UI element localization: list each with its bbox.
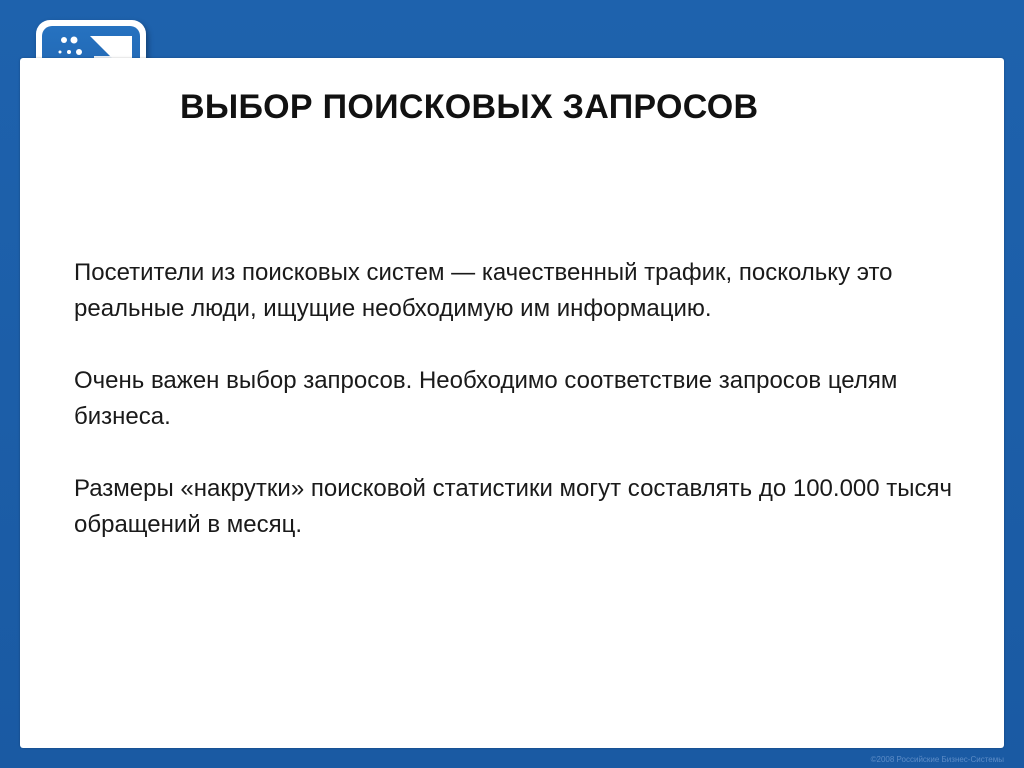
paragraph: Очень важен выбор запросов. Необходимо соответствие запросов целям бизнеса.: [74, 367, 898, 430]
slide-title: ВЫБОР ПОИСКОВЫХ ЗАПРОСОВ: [180, 88, 759, 126]
paragraph: Посетители из поисковых систем — качественный трафик, поскольку это реальные люди, ищущие необходимую им информацию.: [74, 259, 893, 322]
paragraph: Размеры «накрутки» поисковой статистики могут составлять до 100.000 тысяч обращений в месяц.: [74, 475, 953, 538]
slide-body: [74, 255, 984, 579]
footer-copyright: ©2008 Российские Бизнес-Системы: [870, 755, 1004, 764]
